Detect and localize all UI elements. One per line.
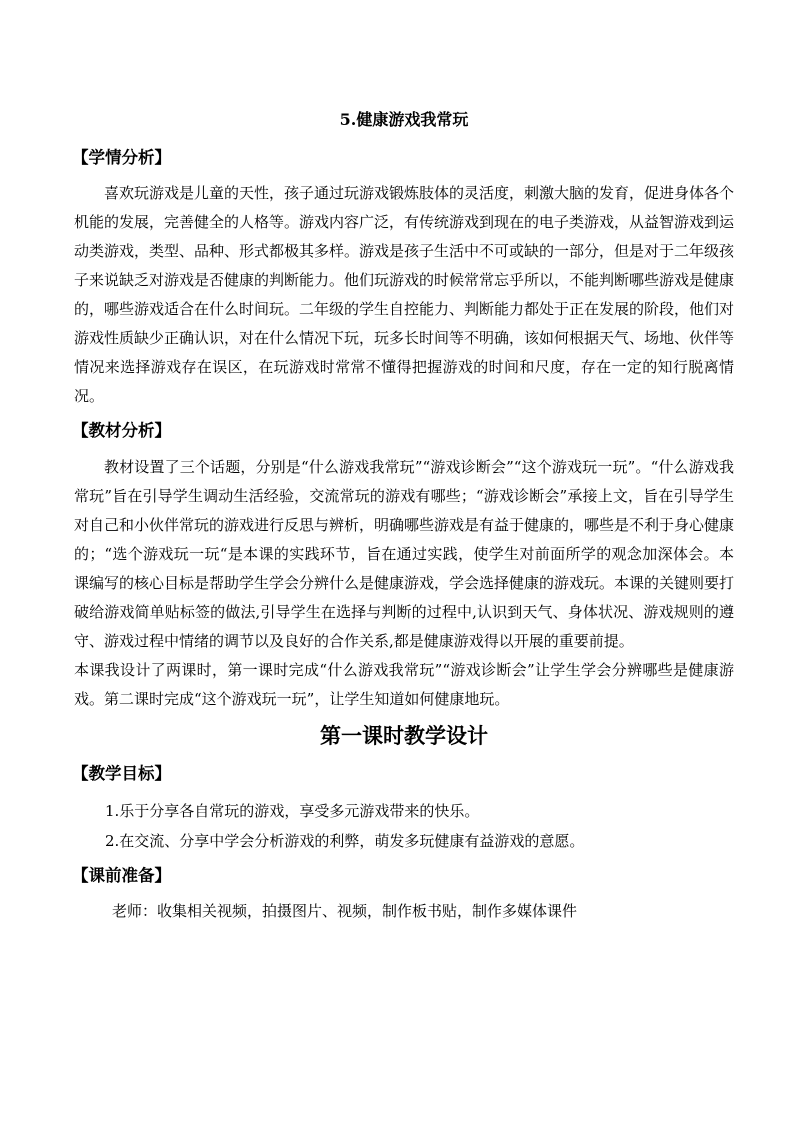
jiaocai-paragraph-2: 本课我设计了两课时，第一课时完成“什么游戏我常玩”“游戏诊断会”让学生学会分辨哪些是健康游戏。第二课时完成“这个游戏玩一玩”，让学生知道如何健康地玩。 xyxy=(74,661,734,708)
section-heading-prep: 【课前准备】 xyxy=(72,866,171,885)
document-page xyxy=(74,100,734,926)
xueqing-paragraph: 喜欢玩游戏是儿童的天性，孩子通过玩游戏锻炼肢体的灵活度，刺激大脑的发育，促进身体各个机能的发展，完善健全的人格等。游戏内容广泛，有传统游戏到现在的电子类游戏，从益智游戏到运动类游戏，类型、品种、形式都极其多样。游戏是孩子生活中不可或缺的一部分，但是对于二年级孩子来说缺乏对游戏是否健康的判断能力。他们玩游戏的时候常常忘乎所以，不能判断哪些游戏是健康的，哪些游戏适合在什么时间玩。二年级的学生自控能力、判断能力都处于正在发展的阶段，他们对游戏性质缺少正确认识，对在什么情况下玩，玩多长时间等不明确，该如何根据天气、场地、伙伴等情况来选择游戏存在误区，在玩游戏时常常不懂得把握游戏的时间和尺度，存在一定的知行脱离情况。 xyxy=(74,184,735,405)
section-heading-jiaocai: 【教材分析】 xyxy=(72,421,171,440)
prep-text: 老师：收集相关视频，拍摄图片、视频，制作板书贴，制作多媒体课件 xyxy=(112,902,578,920)
section-heading-xueqing: 【学情分析】 xyxy=(72,148,171,167)
jiaocai-paragraph-1: 教材设置了三个话题，分别是“什么游戏我常玩”“游戏诊断会”“这个游戏玩一玩”。“什么游戏我常玩”旨在引导学生调动生活经验，交流常玩的游戏有哪些；“游戏诊断会”承接上文，旨在引导学生对自己和小伙伴常玩的游戏进行反思与辨析，明确哪些游戏是有益于健康的，哪些是不利于身心健康的；“选个游戏玩一玩“是本课的实践环节，旨在通过实践，使学生对前面所学的观念加深体会。本课编写的核心目标是帮助学生学会分辨什么是健康游戏，学会选择健康的游戏玩。本课的关键则要打破给游戏简单贴标签的做法,引导学生在选择与判断的过程中,认识到天气、身体状况、游戏规则的遵守、游戏过程中情绪的调节以及良好的合作关系,都是健康游戏得以开展的重要前提。 xyxy=(74,458,735,650)
goal-item-1: 1.乐于分享各自常玩的游戏，享受多元游戏带来的快乐。 xyxy=(105,802,480,820)
goal-item-2: 2.在交流、分享中学会分析游戏的利弊，萌发多玩健康有益游戏的意愿。 xyxy=(105,832,585,850)
lesson-title: 第一课时教学设计 xyxy=(320,723,488,748)
section-heading-goals: 【教学目标】 xyxy=(72,764,171,783)
document-title: 5.健康游戏我常玩 xyxy=(339,110,469,129)
goals-list xyxy=(74,796,734,856)
